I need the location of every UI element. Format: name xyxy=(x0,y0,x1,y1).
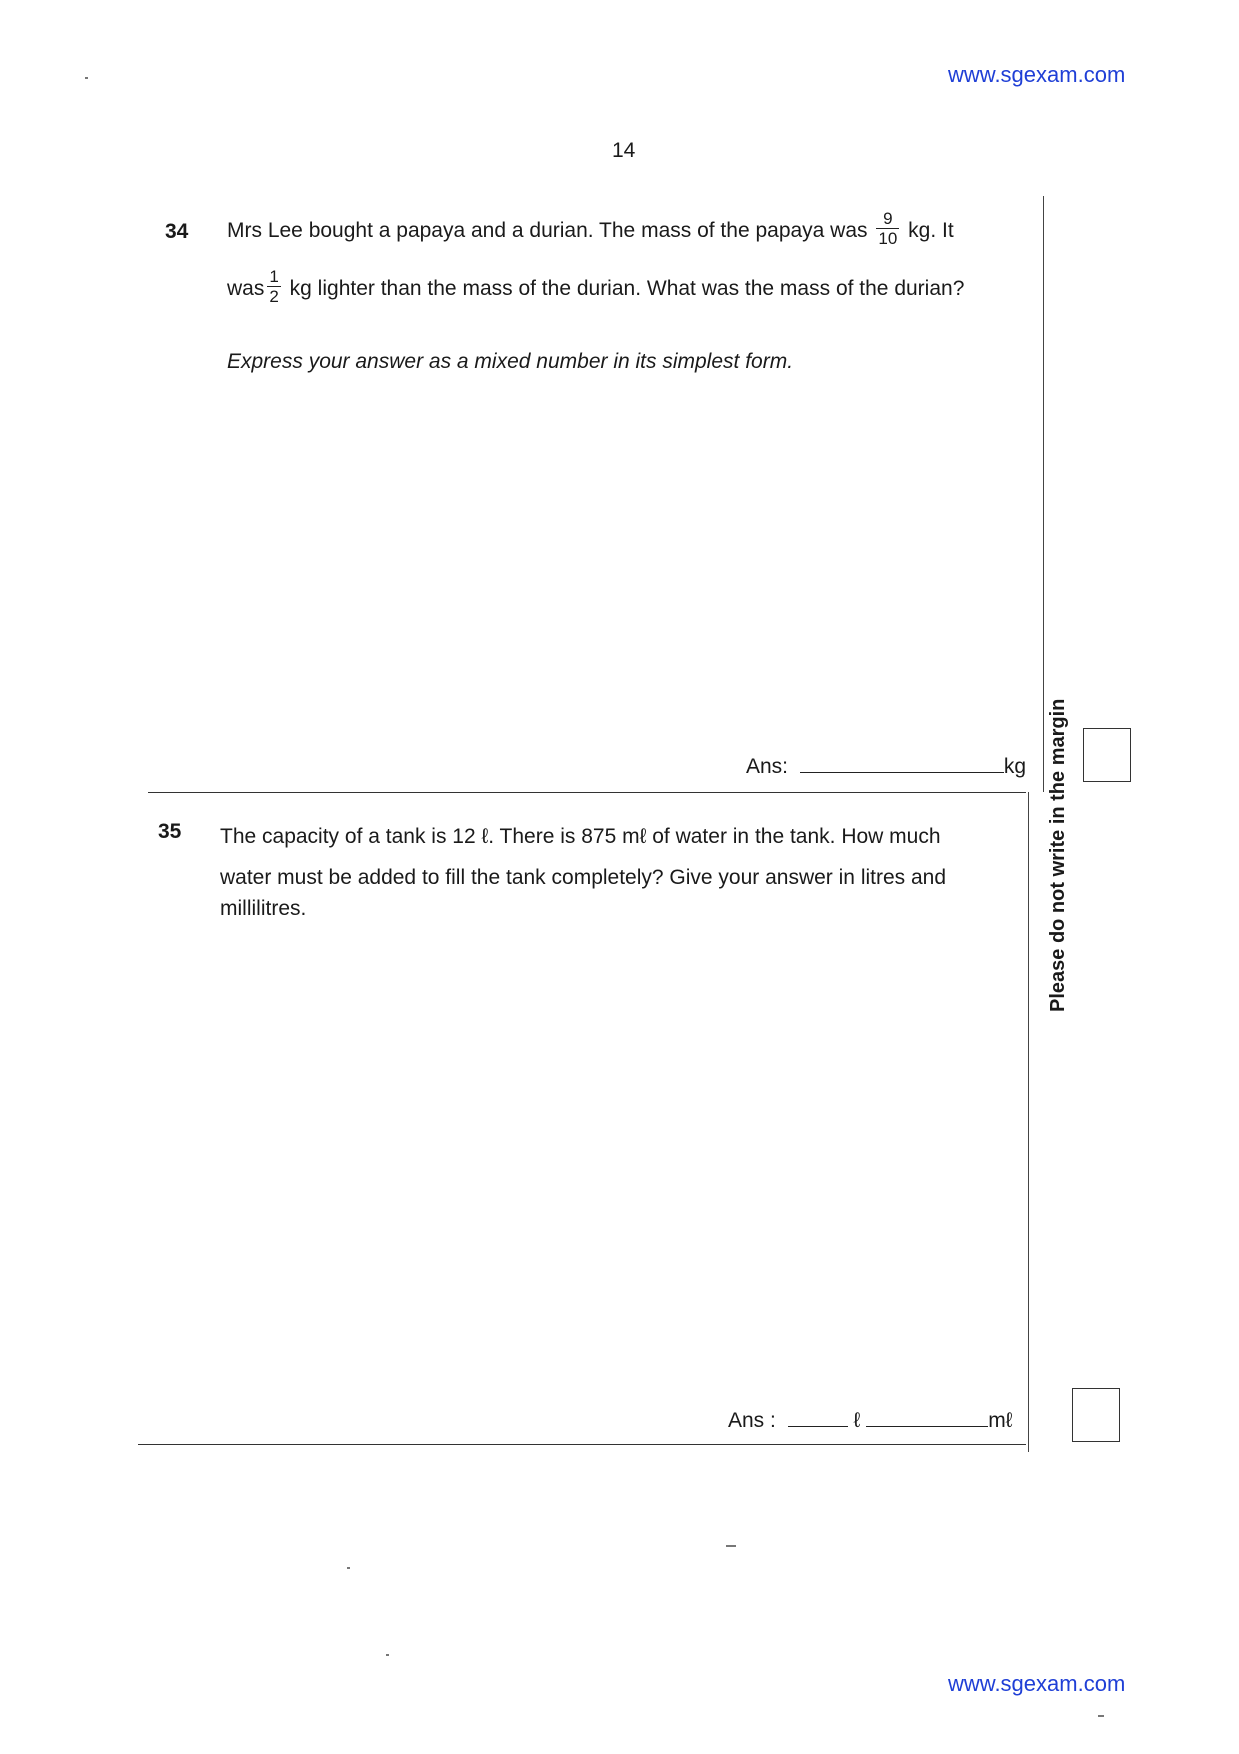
q35-ans-label: Ans : xyxy=(728,1409,776,1432)
q35-ans-unit-millilitres: mℓ xyxy=(988,1409,1013,1432)
q34-frac2-denominator: 2 xyxy=(269,287,279,306)
q35-line-2: water must be added to fill the tank completely? Give your answer in litres and xyxy=(220,866,947,889)
header-site-url: www.sgexam.com xyxy=(948,62,1126,87)
q34-fraction-difference xyxy=(267,267,280,306)
q34-text-1: Mrs Lee bought a papaya and a durian. The mass of the papaya was xyxy=(227,219,868,243)
q34-ans-unit: kg xyxy=(1003,755,1027,778)
q34-text-4: kg lighter than the mass of the durian. What was the mass of the durian? xyxy=(289,277,965,301)
margin-note: Please do not write in the margin xyxy=(1047,698,1069,1012)
scan-speck xyxy=(726,1545,736,1547)
q34-line-1 xyxy=(227,209,954,251)
q34-answer-blank[interactable] xyxy=(800,752,1004,773)
q35-line-3: millilitres. xyxy=(220,897,307,920)
scan-speck xyxy=(85,77,88,79)
q34-ans-label: Ans: xyxy=(746,755,789,778)
q35-answer-line xyxy=(728,1406,1012,1433)
q34-frac2-numerator: 1 xyxy=(269,267,279,286)
q35-marks-box[interactable] xyxy=(1072,1388,1120,1442)
q34-answer-line xyxy=(746,752,1026,779)
q34-text-3: was xyxy=(227,277,265,301)
scan-speck xyxy=(347,1567,350,1569)
q34-frac1-denominator: 10 xyxy=(878,229,898,248)
q35-divider xyxy=(138,1444,1026,1445)
q34-number: 34 xyxy=(165,220,189,243)
q34-fraction-papaya xyxy=(876,209,899,248)
q34-instruction: Express your answer as a mixed number in its simplest form. xyxy=(227,350,794,373)
q35-millilitres-blank[interactable] xyxy=(866,1406,988,1427)
q34-text-2: kg. It xyxy=(908,219,954,243)
scan-speck xyxy=(1098,1715,1104,1717)
q34-divider xyxy=(148,792,1026,793)
q35-number: 35 xyxy=(158,820,182,843)
q34-line-2 xyxy=(227,267,965,309)
page-number: 14 xyxy=(612,139,636,162)
q35-line-1: The capacity of a tank is 12 ℓ. There is 875 mℓ of water in the tank. How much xyxy=(220,825,941,848)
scan-speck xyxy=(386,1654,389,1656)
q34-marks-box[interactable] xyxy=(1083,728,1131,782)
footer-site-url: www.sgexam.com xyxy=(948,1671,1126,1696)
q35-litres-blank[interactable] xyxy=(788,1406,848,1427)
margin-rule-lower xyxy=(1028,792,1029,1452)
q34-frac1-numerator: 9 xyxy=(883,209,893,228)
q35-ans-unit-litres: ℓ xyxy=(853,1409,861,1432)
margin-rule-upper xyxy=(1043,196,1044,792)
